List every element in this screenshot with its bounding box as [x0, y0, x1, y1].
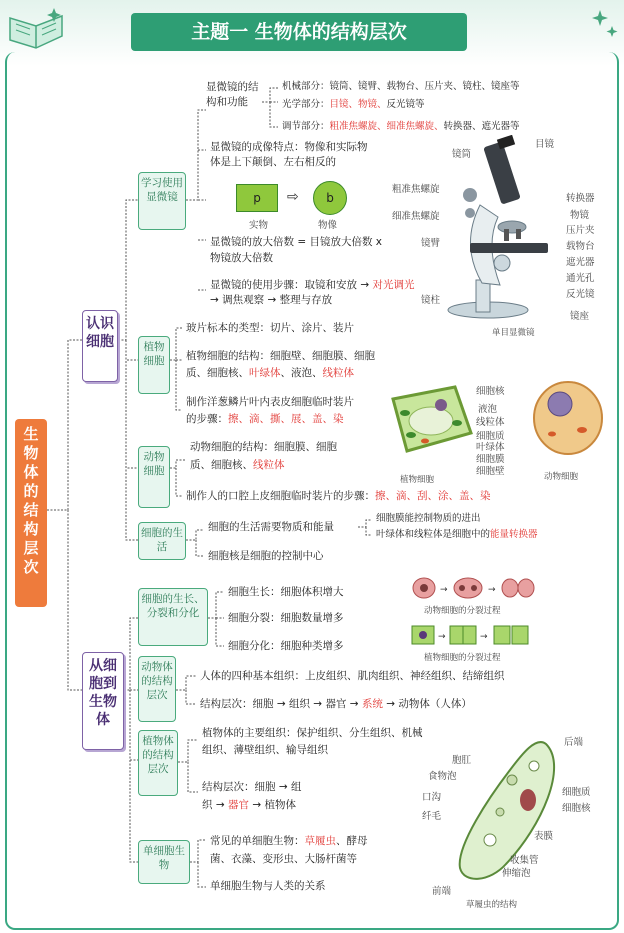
- plant-structure-line-1: 植物细胞的结构：细胞壁、细胞膜、细胞: [186, 350, 375, 362]
- label-fine: 细准焦螺旋: [392, 211, 440, 222]
- label-mouth: 口沟: [422, 792, 442, 803]
- animal-cell-caption: 动物细胞: [544, 472, 579, 482]
- single-relation: 单细胞生物与人类的关系: [210, 880, 326, 892]
- label-stage: 载物台: [566, 241, 595, 252]
- topic-growth: 细胞的生长、分裂和分化: [138, 588, 208, 646]
- topic-animal-levels: 动物体的结构层次: [138, 656, 176, 722]
- animal-structure-line-2: [190, 458, 285, 473]
- optical-rest: 反光镜等: [386, 99, 425, 110]
- microscope-structure-label: 显微镜的结构和功能: [206, 81, 259, 108]
- plant-division-caption: 植物细胞的分裂过程: [424, 653, 501, 663]
- label-aperture: 通光孔: [566, 273, 595, 284]
- life-note-1: 细胞膜能控制物质的进出: [376, 513, 481, 524]
- adjust-prefix: 调节部分：: [282, 121, 330, 132]
- label-anus: 胞肛: [452, 755, 472, 766]
- steps-red: 对光调光: [372, 279, 415, 291]
- label-nucleus: 细胞核: [476, 386, 505, 397]
- label-arm: 镜臂: [421, 238, 441, 249]
- animal-cell-illustration: [530, 378, 606, 458]
- mech-prefix: 机械部分：: [282, 81, 330, 92]
- image-caption: 物像: [318, 220, 338, 231]
- branch-know-cells: 认识细胞: [82, 310, 118, 382]
- optical-part: [282, 98, 425, 112]
- plant-levels-b: 织 →: [202, 799, 225, 811]
- label-vacuole: 液泡: [478, 404, 498, 415]
- real-letter: p: [253, 191, 261, 205]
- adjust-rest: 转换器、遮光器等: [443, 121, 520, 132]
- plant-cell-illustration: [385, 383, 475, 455]
- topic-cell-life: 细胞的生活: [138, 522, 186, 560]
- label-collecting: 收集管: [510, 855, 539, 866]
- plant-division-illustration: [408, 624, 538, 648]
- topic-microscope: 学习使用显微镜: [138, 172, 186, 230]
- label-nosepiece: 转换器: [566, 193, 595, 204]
- topic-animal-cell: 动物细胞: [138, 446, 170, 508]
- branch-cell-to-organism: 从细胞到生物体: [82, 652, 124, 750]
- label-mirror: 反光镜: [566, 289, 595, 300]
- steps-line-1: [210, 278, 414, 293]
- single-common-a: 常见的单细胞生物：: [210, 835, 305, 847]
- arrow-icon: ⇨: [287, 189, 299, 205]
- label-wall: 细胞壁: [476, 466, 505, 477]
- single-common-2: 菌、衣藻、变形虫、大肠杆菌等: [210, 853, 357, 865]
- microscope-illustration: [440, 135, 570, 325]
- animal-division-caption: 动物细胞的分裂过程: [424, 606, 501, 616]
- plant-levels-red: 器官: [227, 799, 249, 811]
- life-note-2-red: 能量转换器: [490, 529, 538, 540]
- plant-tissues-2: 组织、薄壁组织、输导组织: [202, 744, 328, 756]
- label-mitochondria: 线粒体: [476, 417, 505, 428]
- label-pillar: 镜柱: [421, 295, 441, 306]
- topic-single-cell: 单细胞生物: [138, 840, 190, 884]
- optical-prefix: 光学部分：: [282, 99, 330, 110]
- label-chloroplast: 叶绿体: [476, 442, 505, 453]
- label-cytoplasm: 细胞质: [476, 431, 505, 442]
- steps-prefix: 显微镜的使用步骤：取镜和安放 →: [210, 279, 370, 291]
- growth-2: 细胞分裂：细胞数量增多: [228, 612, 344, 624]
- label-front: 前端: [432, 886, 452, 897]
- plant-tissues-1: 植物体的主要组织：保护组织、分生组织、机械: [202, 727, 423, 739]
- label-pellicle: 表膜: [534, 831, 554, 842]
- life-control: 细胞核是细胞的控制中心: [208, 550, 324, 562]
- label-food: 食物泡: [428, 771, 457, 782]
- optical-red: 目镜、物镜、: [329, 99, 387, 110]
- label-base: 镜座: [570, 311, 590, 322]
- label-coarse: 粗准焦螺旋: [392, 184, 440, 195]
- page-title: 主题一 生物体的结构层次: [131, 13, 467, 51]
- microscope-caption: 单目显微镜: [492, 328, 535, 338]
- plant-prep-steps: 擦、滴、撕、展、盖、染: [228, 413, 344, 425]
- plant-structure-c: 、液泡、: [280, 367, 323, 379]
- animal-prep-prefix: 制作人的口腔上皮细胞临时装片的步骤：: [186, 490, 375, 502]
- image-circle: [313, 181, 347, 215]
- adjust-part: [282, 120, 520, 134]
- label-para-nucleus: 细胞核: [562, 803, 591, 814]
- animal-structure-line-1: 动物细胞的结构：细胞膜、细胞: [190, 441, 337, 453]
- label-para-cytoplasm: 细胞质: [562, 787, 591, 798]
- plant-prep-prefix: 的步骤：: [186, 413, 228, 425]
- root-topic: 生物体的结构层次: [15, 419, 47, 607]
- adjust-red: 粗准焦螺旋、细准焦螺旋、: [329, 121, 444, 132]
- single-common-1: [210, 834, 368, 849]
- animal-levels-prefix: 结构层次：细胞 → 组织 → 器官 →: [200, 698, 359, 710]
- label-rear: 后端: [564, 737, 584, 748]
- plant-levels-1: 结构层次：细胞 → 组: [202, 781, 302, 793]
- plant-prep-line-2: [186, 412, 344, 427]
- life-note-2: [376, 528, 538, 542]
- imaging-line-1: 显微镜的成像特点：物像和实际物: [210, 141, 368, 153]
- label-contractile: 伸缩泡: [502, 868, 531, 879]
- animal-levels-rest: → 动物体（人体）: [386, 698, 472, 710]
- animal-tissues: 人体的四种基本组织：上皮组织、肌肉组织、神经组织、结缔组织: [200, 670, 505, 682]
- steps-rest: → 调焦观察 → 整理与存放: [210, 294, 333, 306]
- magnification-line-2: 物镜放大倍数: [210, 252, 273, 264]
- plant-levels-2: [202, 798, 296, 813]
- topic-plant-cell: 植物细胞: [138, 336, 170, 394]
- plant-structure-b: 质、细胞核、: [186, 367, 249, 379]
- svg-text:→: →: [480, 632, 488, 642]
- plant-cell-caption: 植物细胞: [400, 475, 435, 485]
- paramecium-caption: 草履虫的结构: [466, 900, 518, 910]
- svg-text:→: →: [438, 632, 446, 642]
- animal-levels: [200, 697, 472, 712]
- life-note-2-prefix: 叶绿体和线粒体是细胞中的: [376, 529, 491, 540]
- label-diaphragm: 遮光器: [566, 257, 595, 268]
- animal-prep-steps: 擦、滴、刮、涂、盖、染: [375, 490, 491, 502]
- mech-text: 镜筒、镜臂、载物台、压片夹、镜柱、镜座等: [329, 81, 520, 92]
- svg-text:→: →: [440, 585, 448, 595]
- svg-text:→: →: [488, 585, 496, 595]
- animal-mitochondria: 线粒体: [253, 459, 285, 471]
- mechanical-part: [282, 80, 520, 94]
- imaging-line-2: 体是上下颠倒、左右相反的: [210, 156, 336, 168]
- life-needs: 细胞的生活需要物质和能量: [208, 521, 334, 533]
- steps-line-2: [210, 293, 332, 308]
- plant-structure-line-2: [186, 366, 354, 381]
- real-caption: 实物: [249, 220, 269, 231]
- label-objective: 物镜: [570, 210, 590, 221]
- plant-levels-rest: → 植物体: [252, 799, 296, 811]
- label-cilia: 纤毛: [422, 811, 442, 822]
- real-object-box: [236, 184, 278, 212]
- animal-structure-b: 质、细胞核、: [190, 459, 253, 471]
- growth-1: 细胞生长：细胞体积增大: [228, 586, 344, 598]
- magnification-line-1: 显微镜的放大倍数 = 目镜放大倍数 x: [210, 236, 383, 248]
- topic-plant-levels: 植物体的结构层次: [138, 730, 178, 796]
- label-membrane: 细胞膜: [476, 454, 505, 465]
- plant-prep-line-1: 制作洋葱鳞片叶内表皮细胞临时装片: [186, 396, 354, 408]
- slide-types: 玻片标本的类型：切片、涂片、装片: [186, 322, 354, 334]
- single-common-red: 草履虫: [304, 835, 336, 847]
- plant-chloroplast: 叶绿体: [249, 367, 281, 379]
- animal-division-illustration: [408, 576, 538, 604]
- animal-prep: [186, 489, 491, 504]
- growth-3: 细胞分化：细胞种类增多: [228, 640, 344, 652]
- label-eyepiece: 目镜: [535, 139, 555, 150]
- label-tube: 镜筒: [452, 149, 472, 160]
- plant-mitochondria: 线粒体: [322, 367, 354, 379]
- label-clip: 压片夹: [566, 225, 595, 236]
- single-common-b: 、酵母: [336, 835, 368, 847]
- animal-levels-red: 系统: [361, 698, 383, 710]
- image-letter: b: [326, 191, 334, 205]
